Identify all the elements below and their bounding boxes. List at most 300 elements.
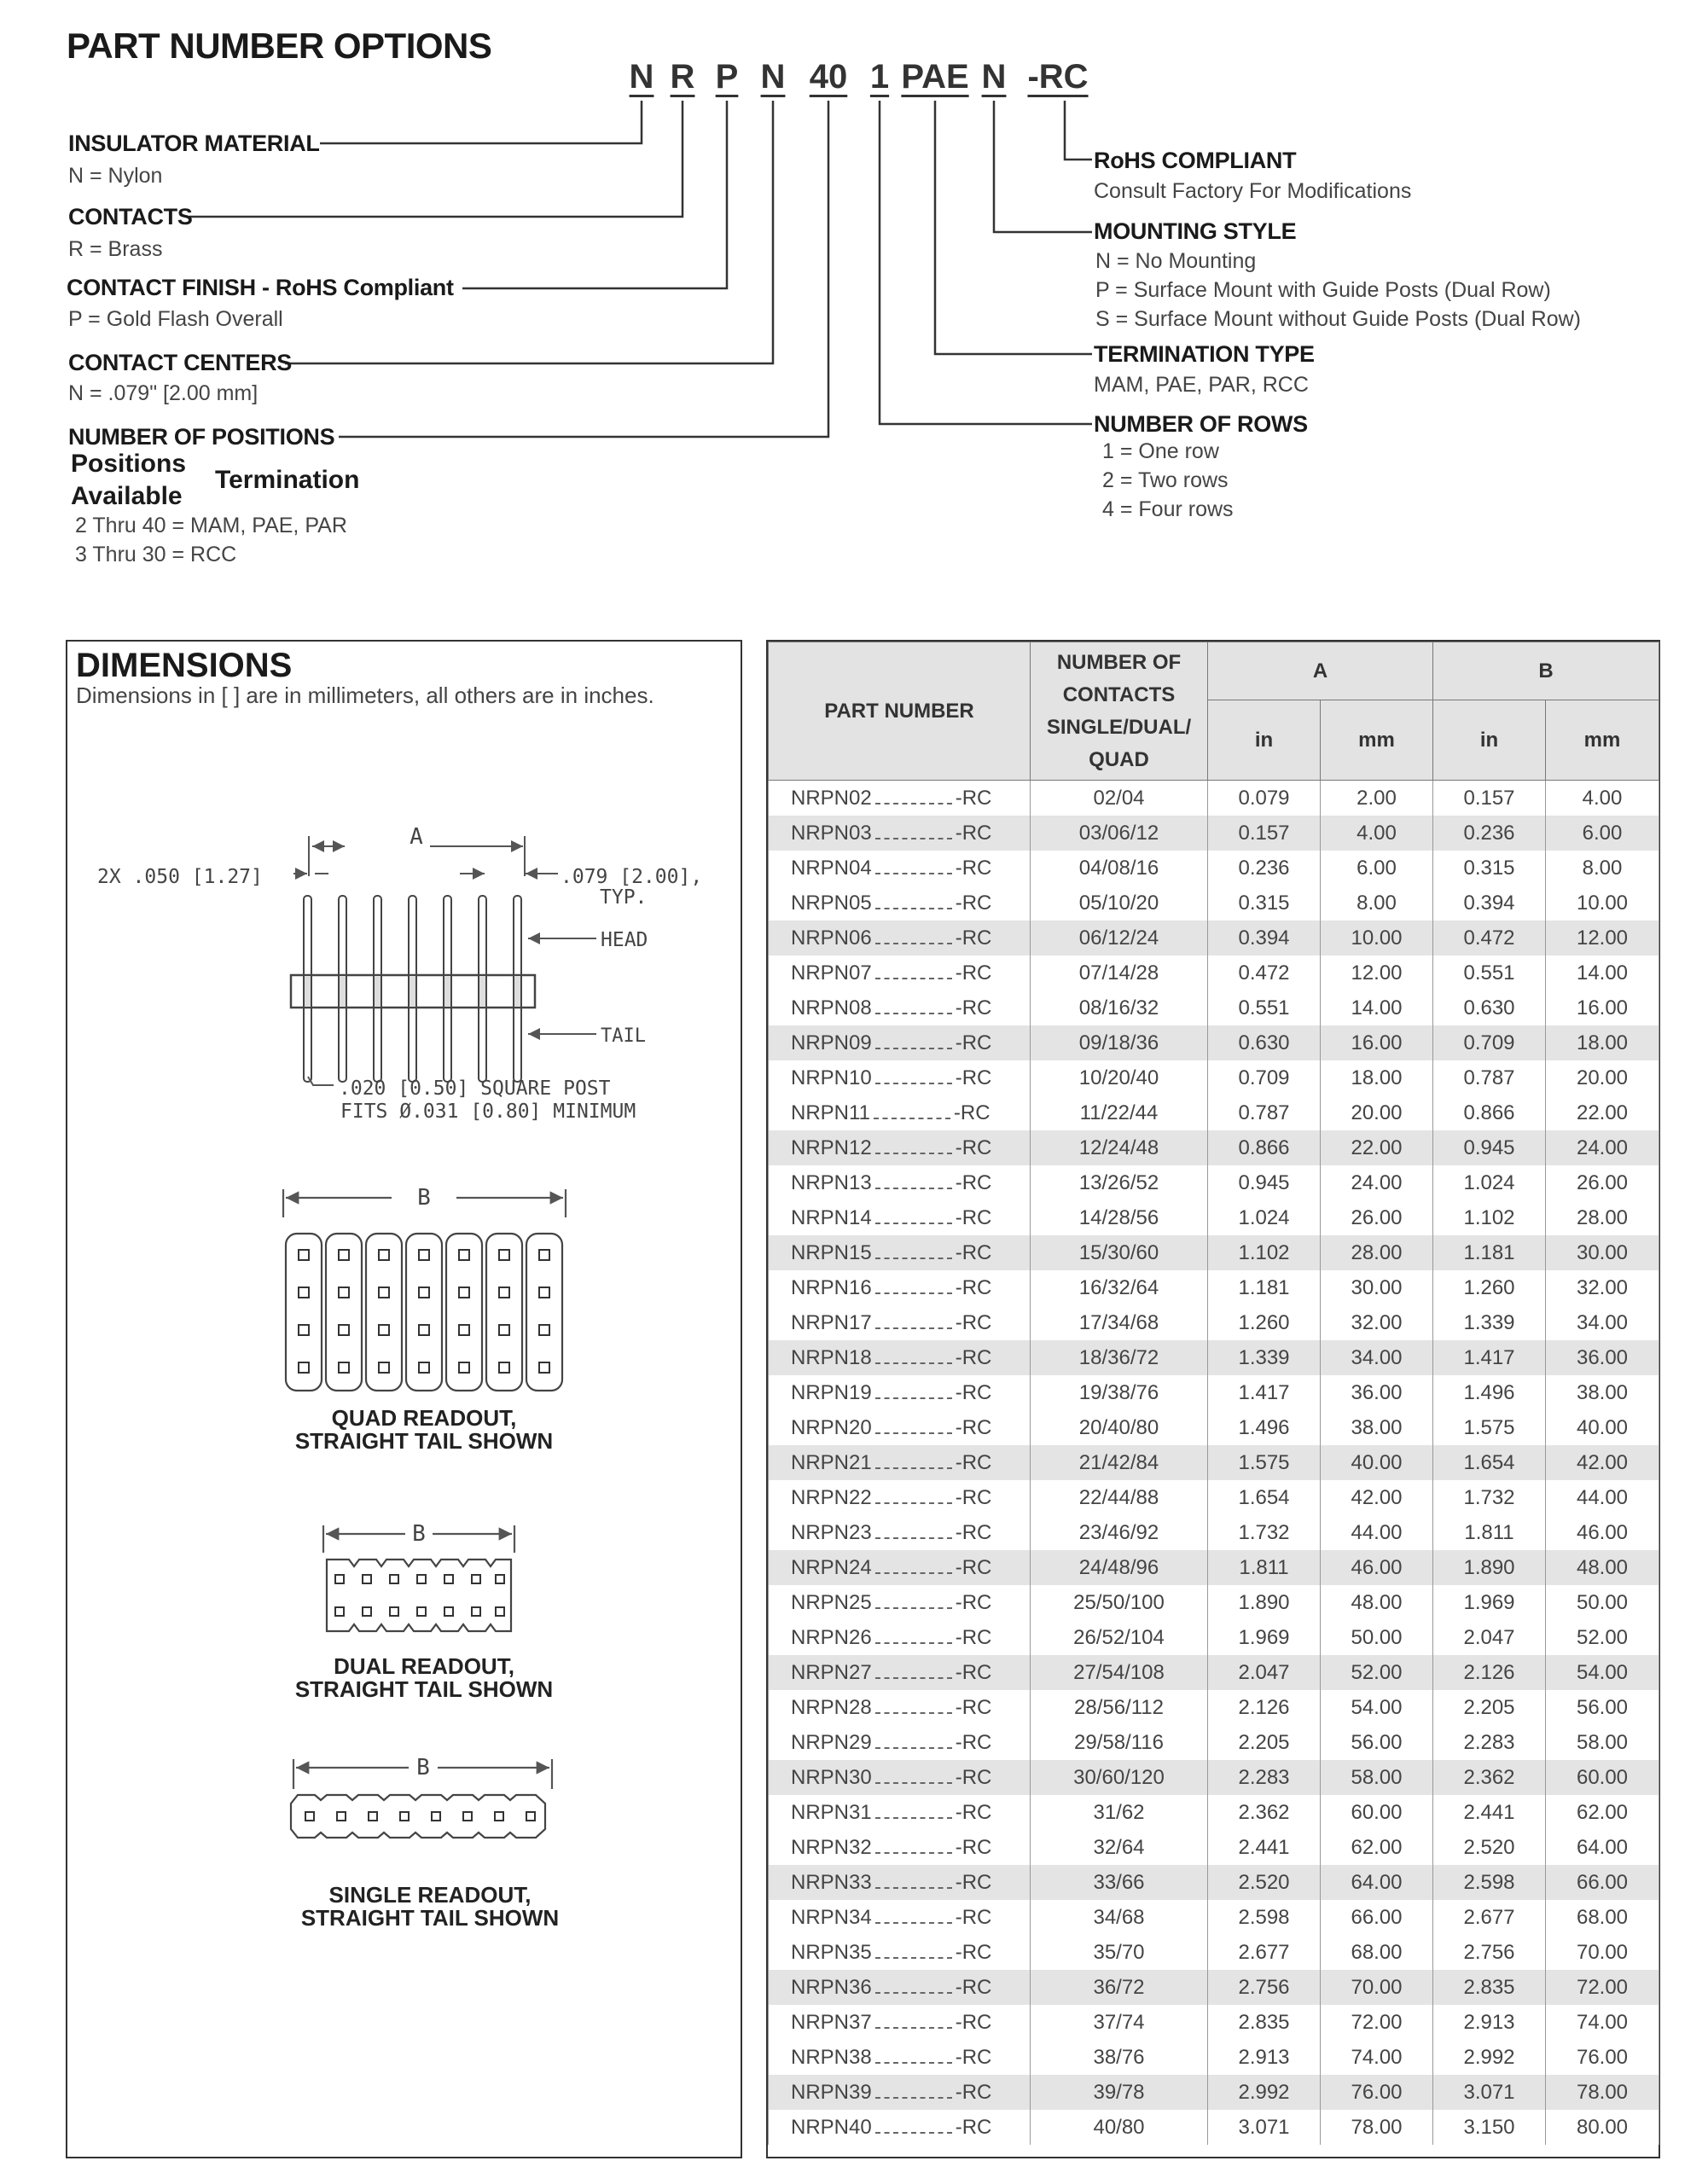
rows-heading: NUMBER OF ROWS	[1094, 411, 1308, 437]
a-in-cell: 2.441	[1208, 1830, 1321, 1865]
dimensions-panel	[66, 640, 742, 2158]
b-in-cell: 1.417	[1433, 1340, 1546, 1375]
b-mm-cell: 46.00	[1546, 1515, 1659, 1550]
part-number-cell: NRPN05 -RC	[769, 886, 1031, 921]
b-mm-cell: 70.00	[1546, 1935, 1659, 1970]
part-number-cell: NRPN40 -RC	[769, 2110, 1031, 2145]
dim-a-label: A	[410, 824, 423, 850]
rohs-value: Consult Factory For Modifications	[1094, 179, 1412, 203]
contacts-cell: 05/10/20	[1031, 886, 1208, 921]
code-rohs: -RC	[1027, 58, 1089, 96]
a-in-cell: 1.969	[1208, 1620, 1321, 1655]
contacts-cell: 38/76	[1031, 2040, 1208, 2075]
b-mm-cell: 6.00	[1546, 816, 1659, 851]
b-mm-cell: 38.00	[1546, 1375, 1659, 1410]
part-number-cell: NRPN20 -RC	[769, 1410, 1031, 1445]
part-number-cell: NRPN29 -RC	[769, 1725, 1031, 1760]
b-in-cell: 2.205	[1433, 1690, 1546, 1725]
contacts-cell: 10/20/40	[1031, 1060, 1208, 1095]
table-row	[769, 1515, 1659, 1550]
b-in-cell: 3.071	[1433, 2075, 1546, 2110]
contacts-cell: 33/66	[1031, 1865, 1208, 1900]
table-row	[769, 816, 1659, 851]
a-mm-cell: 52.00	[1321, 1655, 1433, 1690]
b-mm-cell: 54.00	[1546, 1655, 1659, 1690]
a-in-cell: 0.866	[1208, 1130, 1321, 1165]
a-mm-cell: 2.00	[1321, 781, 1433, 816]
col-b-in: in	[1433, 700, 1546, 781]
a-in-cell: 0.630	[1208, 1025, 1321, 1060]
b-mm-cell: 80.00	[1546, 2110, 1659, 2145]
a-mm-cell: 58.00	[1321, 1760, 1433, 1795]
b-in-cell: 3.150	[1433, 2110, 1546, 2145]
table-row	[769, 1270, 1659, 1305]
a-in-cell: 0.079	[1208, 781, 1321, 816]
b-mm-cell: 14.00	[1546, 956, 1659, 990]
termination-value: MAM, PAE, PAR, RCC	[1094, 373, 1309, 397]
b-in-cell: 0.866	[1433, 1095, 1546, 1130]
part-number-cell: NRPN22 -RC	[769, 1480, 1031, 1515]
table-row	[769, 1900, 1659, 1935]
contacts-cell: 25/50/100	[1031, 1585, 1208, 1620]
a-in-cell: 1.339	[1208, 1340, 1321, 1375]
quad-caption-2: STRAIGHT TAIL SHOWN	[294, 1428, 554, 1454]
page-title: PART NUMBER OPTIONS	[67, 26, 492, 66]
table-row	[769, 2110, 1659, 2145]
a-in-cell: 1.890	[1208, 1585, 1321, 1620]
b-mm-cell: 16.00	[1546, 990, 1659, 1025]
b-mm-cell: 40.00	[1546, 1410, 1659, 1445]
a-mm-cell: 38.00	[1321, 1410, 1433, 1445]
a-mm-cell: 36.00	[1321, 1375, 1433, 1410]
table-row	[769, 1165, 1659, 1200]
table-row	[769, 1550, 1659, 1585]
b-mm-cell: 50.00	[1546, 1585, 1659, 1620]
part-number-cell: NRPN14 -RC	[769, 1200, 1031, 1235]
b-mm-cell: 4.00	[1546, 781, 1659, 816]
table-row	[769, 2040, 1659, 2075]
part-number-cell: NRPN30 -RC	[769, 1760, 1031, 1795]
side-view-drawing	[291, 836, 596, 1085]
single-b-label: B	[416, 1755, 430, 1780]
code-centers: N	[760, 58, 786, 96]
code-positions: 40	[809, 58, 848, 96]
a-mm-cell: 46.00	[1321, 1550, 1433, 1585]
a-in-cell: 2.992	[1208, 2075, 1321, 2110]
b-mm-cell: 68.00	[1546, 1900, 1659, 1935]
contacts-cell: 16/32/64	[1031, 1270, 1208, 1305]
b-in-cell: 0.315	[1433, 851, 1546, 886]
table-row	[769, 2075, 1659, 2110]
contacts-cell: 40/80	[1031, 2110, 1208, 2145]
a-mm-cell: 6.00	[1321, 851, 1433, 886]
contacts-cell: 21/42/84	[1031, 1445, 1208, 1480]
contacts-cell: 28/56/112	[1031, 1690, 1208, 1725]
single-caption-1: SINGLE READOUT,	[328, 1882, 532, 1908]
dimensions-note: Dimensions in [ ] are in millimeters, all others are in inches.	[76, 682, 654, 708]
part-number-cell: NRPN15 -RC	[769, 1235, 1031, 1270]
contacts-cell: 02/04	[1031, 781, 1208, 816]
table-row	[769, 1865, 1659, 1900]
b-in-cell: 1.654	[1433, 1445, 1546, 1480]
part-number-cell: NRPN08 -RC	[769, 990, 1031, 1025]
a-in-cell: 2.756	[1208, 1970, 1321, 2005]
b-in-cell: 0.157	[1433, 781, 1546, 816]
part-number-cell: NRPN18 -RC	[769, 1340, 1031, 1375]
contacts-cell: 20/40/80	[1031, 1410, 1208, 1445]
positions-row-2: 3 Thru 30 = RCC	[75, 543, 237, 566]
a-in-cell: 2.520	[1208, 1865, 1321, 1900]
a-in-cell: 0.945	[1208, 1165, 1321, 1200]
a-mm-cell: 10.00	[1321, 921, 1433, 956]
b-mm-cell: 10.00	[1546, 886, 1659, 921]
a-in-cell: 0.315	[1208, 886, 1321, 921]
table-row	[769, 1235, 1659, 1270]
b-in-cell: 2.598	[1433, 1865, 1546, 1900]
part-number-cell: NRPN38 -RC	[769, 2040, 1031, 2075]
contacts-cell: 31/62	[1031, 1795, 1208, 1830]
table-row	[769, 1585, 1659, 1620]
centers-heading: CONTACT CENTERS	[68, 350, 292, 375]
a-in-cell: 1.102	[1208, 1235, 1321, 1270]
part-number-cell: NRPN04 -RC	[769, 851, 1031, 886]
table-row	[769, 990, 1659, 1025]
part-number-table	[768, 642, 1659, 2145]
table-row	[769, 956, 1659, 990]
part-number-cell: NRPN10 -RC	[769, 1060, 1031, 1095]
b-mm-cell: 18.00	[1546, 1025, 1659, 1060]
contacts-cell: 23/46/92	[1031, 1515, 1208, 1550]
contacts-cell: 36/72	[1031, 1970, 1208, 2005]
b-in-cell: 1.575	[1433, 1410, 1546, 1445]
part-table-panel	[766, 640, 1660, 2158]
table-row	[769, 1795, 1659, 1830]
b-in-cell: 1.102	[1433, 1200, 1546, 1235]
positions-col1b: Available	[71, 482, 183, 510]
contacts-cell: 29/58/116	[1031, 1725, 1208, 1760]
code-insulator: N	[629, 58, 654, 96]
dimension-drawings	[67, 642, 744, 2160]
a-in-cell: 2.835	[1208, 2005, 1321, 2040]
b-mm-cell: 30.00	[1546, 1235, 1659, 1270]
part-number-cell: NRPN36 -RC	[769, 1970, 1031, 2005]
insulator-heading: INSULATOR MATERIAL	[68, 131, 320, 156]
contacts-cell: 18/36/72	[1031, 1340, 1208, 1375]
contacts-cell: 35/70	[1031, 1935, 1208, 1970]
rows-value-1: 1 = One row	[1102, 439, 1219, 463]
b-mm-cell: 28.00	[1546, 1200, 1659, 1235]
a-in-cell: 2.126	[1208, 1690, 1321, 1725]
b-in-cell: 1.732	[1433, 1480, 1546, 1515]
code-contacts: R	[670, 58, 695, 96]
b-in-cell: 1.969	[1433, 1585, 1546, 1620]
contacts-cell: 03/06/12	[1031, 816, 1208, 851]
a-in-cell: 1.654	[1208, 1480, 1321, 1515]
contacts-cell: 04/08/16	[1031, 851, 1208, 886]
a-in-cell: 0.787	[1208, 1095, 1321, 1130]
b-mm-cell: 8.00	[1546, 851, 1659, 886]
a-in-cell: 3.071	[1208, 2110, 1321, 2145]
dual-caption-1: DUAL READOUT,	[334, 1653, 514, 1679]
a-mm-cell: 26.00	[1321, 1200, 1433, 1235]
positions-heading: NUMBER OF POSITIONS	[68, 424, 335, 450]
contacts-cell: 11/22/44	[1031, 1095, 1208, 1130]
a-mm-cell: 12.00	[1321, 956, 1433, 990]
part-number-cell: NRPN39 -RC	[769, 2075, 1031, 2110]
contacts-cell: 06/12/24	[1031, 921, 1208, 956]
mounting-value-2: P = Surface Mount with Guide Posts (Dual Row)	[1095, 278, 1551, 302]
table-row	[769, 1655, 1659, 1690]
b-mm-cell: 60.00	[1546, 1760, 1659, 1795]
typ-label-2: TYP.	[600, 886, 648, 909]
contacts-cell: 19/38/76	[1031, 1375, 1208, 1410]
a-in-cell: 1.496	[1208, 1410, 1321, 1445]
table-row	[769, 1305, 1659, 1340]
part-number-cell: NRPN24 -RC	[769, 1550, 1031, 1585]
b-in-cell: 1.181	[1433, 1235, 1546, 1270]
a-in-cell: 2.913	[1208, 2040, 1321, 2075]
b-in-cell: 2.913	[1433, 2005, 1546, 2040]
contacts-cell: 17/34/68	[1031, 1305, 1208, 1340]
col-group-a: A	[1208, 642, 1433, 700]
b-mm-cell: 72.00	[1546, 1970, 1659, 2005]
b-in-cell: 2.756	[1433, 1935, 1546, 1970]
b-mm-cell: 64.00	[1546, 1830, 1659, 1865]
a-in-cell: 1.417	[1208, 1375, 1321, 1410]
rohs-heading: RoHS COMPLIANT	[1094, 148, 1297, 173]
a-mm-cell: 30.00	[1321, 1270, 1433, 1305]
dimensions-title: DIMENSIONS	[76, 647, 293, 684]
b-mm-cell: 78.00	[1546, 2075, 1659, 2110]
contacts-cell: 13/26/52	[1031, 1165, 1208, 1200]
a-mm-cell: 72.00	[1321, 2005, 1433, 2040]
a-mm-cell: 70.00	[1321, 1970, 1433, 2005]
rows-value-2: 2 = Two rows	[1102, 468, 1229, 492]
a-in-cell: 1.024	[1208, 1200, 1321, 1235]
b-in-cell: 0.551	[1433, 956, 1546, 990]
table-row	[769, 1480, 1659, 1515]
part-number-cell: NRPN07 -RC	[769, 956, 1031, 990]
typ-label-1: .079 [2.00],	[561, 866, 703, 888]
a-mm-cell: 78.00	[1321, 2110, 1433, 2145]
part-number-cell: NRPN27 -RC	[769, 1655, 1031, 1690]
b-mm-cell: 52.00	[1546, 1620, 1659, 1655]
a-mm-cell: 20.00	[1321, 1095, 1433, 1130]
a-mm-cell: 50.00	[1321, 1620, 1433, 1655]
part-number-cell: NRPN21 -RC	[769, 1445, 1031, 1480]
quad-readout-drawing	[283, 1189, 566, 1391]
part-number-cell: NRPN28 -RC	[769, 1690, 1031, 1725]
a-mm-cell: 66.00	[1321, 1900, 1433, 1935]
a-in-cell: 2.677	[1208, 1935, 1321, 1970]
col-group-b: B	[1433, 642, 1659, 700]
a-mm-cell: 28.00	[1321, 1235, 1433, 1270]
part-number-cell: NRPN16 -RC	[769, 1270, 1031, 1305]
table-row	[769, 2005, 1659, 2040]
rows-value-3: 4 = Four rows	[1102, 497, 1234, 521]
part-number-cell: NRPN33 -RC	[769, 1865, 1031, 1900]
a-in-cell: 0.472	[1208, 956, 1321, 990]
a-mm-cell: 8.00	[1321, 886, 1433, 921]
part-number-cell: NRPN06 -RC	[769, 921, 1031, 956]
table-row	[769, 1760, 1659, 1795]
table-row	[769, 1095, 1659, 1130]
a-in-cell: 1.575	[1208, 1445, 1321, 1480]
table-row	[769, 1970, 1659, 2005]
table-row	[769, 851, 1659, 886]
b-in-cell: 0.709	[1433, 1025, 1546, 1060]
b-mm-cell: 74.00	[1546, 2005, 1659, 2040]
b-in-cell: 1.024	[1433, 1165, 1546, 1200]
a-mm-cell: 14.00	[1321, 990, 1433, 1025]
contacts-cell: 30/60/120	[1031, 1760, 1208, 1795]
b-mm-cell: 26.00	[1546, 1165, 1659, 1200]
a-mm-cell: 22.00	[1321, 1130, 1433, 1165]
a-mm-cell: 68.00	[1321, 1935, 1433, 1970]
table-row	[769, 1060, 1659, 1095]
table-row	[769, 1725, 1659, 1760]
b-in-cell: 0.472	[1433, 921, 1546, 956]
b-in-cell: 1.811	[1433, 1515, 1546, 1550]
a-in-cell: 2.362	[1208, 1795, 1321, 1830]
a-mm-cell: 42.00	[1321, 1480, 1433, 1515]
positions-col1: Positions	[71, 450, 187, 478]
positions-row-1: 2 Thru 40 = MAM, PAE, PAR	[75, 514, 347, 537]
contacts-cell: 39/78	[1031, 2075, 1208, 2110]
a-in-cell: 0.394	[1208, 921, 1321, 956]
table-row	[769, 781, 1659, 816]
a-mm-cell: 48.00	[1321, 1585, 1433, 1620]
contacts-cell: 24/48/96	[1031, 1550, 1208, 1585]
b-in-cell: 1.260	[1433, 1270, 1546, 1305]
b-mm-cell: 22.00	[1546, 1095, 1659, 1130]
contacts-cell: 07/14/28	[1031, 956, 1208, 990]
b-mm-cell: 56.00	[1546, 1690, 1659, 1725]
b-in-cell: 0.945	[1433, 1130, 1546, 1165]
pitch-label: 2X .050 [1.27]	[97, 866, 263, 888]
mounting-value-1: N = No Mounting	[1095, 249, 1257, 273]
a-in-cell: 0.157	[1208, 816, 1321, 851]
part-number-cell: NRPN09 -RC	[769, 1025, 1031, 1060]
part-number-cell: NRPN17 -RC	[769, 1305, 1031, 1340]
b-in-cell: 1.496	[1433, 1375, 1546, 1410]
col-a-mm: mm	[1321, 700, 1433, 781]
b-in-cell: 2.677	[1433, 1900, 1546, 1935]
a-mm-cell: 24.00	[1321, 1165, 1433, 1200]
contacts-cell: 12/24/48	[1031, 1130, 1208, 1165]
b-in-cell: 0.236	[1433, 816, 1546, 851]
col-a-in: in	[1208, 700, 1321, 781]
b-in-cell: 1.890	[1433, 1550, 1546, 1585]
centers-value: N = .079" [2.00 mm]	[68, 381, 259, 405]
a-mm-cell: 62.00	[1321, 1830, 1433, 1865]
a-mm-cell: 32.00	[1321, 1305, 1433, 1340]
part-number-cell: NRPN12 -RC	[769, 1130, 1031, 1165]
mounting-heading: MOUNTING STYLE	[1094, 218, 1297, 244]
b-in-cell: 0.394	[1433, 886, 1546, 921]
b-mm-cell: 24.00	[1546, 1130, 1659, 1165]
b-in-cell: 2.126	[1433, 1655, 1546, 1690]
contacts-cell: 22/44/88	[1031, 1480, 1208, 1515]
code-finish: P	[715, 58, 739, 96]
table-row	[769, 1445, 1659, 1480]
b-in-cell: 0.630	[1433, 990, 1546, 1025]
a-in-cell: 1.260	[1208, 1305, 1321, 1340]
b-in-cell: 1.339	[1433, 1305, 1546, 1340]
b-in-cell: 2.441	[1433, 1795, 1546, 1830]
a-mm-cell: 18.00	[1321, 1060, 1433, 1095]
table-row	[769, 1130, 1659, 1165]
a-in-cell: 1.181	[1208, 1270, 1321, 1305]
table-row	[769, 1620, 1659, 1655]
finish-heading: CONTACT FINISH - RoHS Compliant	[67, 275, 454, 300]
b-mm-cell: 58.00	[1546, 1725, 1659, 1760]
part-number-cell: NRPN23 -RC	[769, 1515, 1031, 1550]
a-mm-cell: 76.00	[1321, 2075, 1433, 2110]
part-table-body	[769, 781, 1659, 2146]
contacts-cell: 14/28/56	[1031, 1200, 1208, 1235]
quad-caption-1: QUAD READOUT,	[331, 1405, 517, 1431]
table-row	[769, 1830, 1659, 1865]
a-mm-cell: 4.00	[1321, 816, 1433, 851]
insulator-value: N = Nylon	[68, 164, 163, 188]
table-row	[769, 1025, 1659, 1060]
b-mm-cell: 48.00	[1546, 1550, 1659, 1585]
contacts-value: R = Brass	[68, 237, 163, 261]
a-in-cell: 0.709	[1208, 1060, 1321, 1095]
a-in-cell: 2.283	[1208, 1760, 1321, 1795]
a-mm-cell: 40.00	[1321, 1445, 1433, 1480]
part-number-cell: NRPN26 -RC	[769, 1620, 1031, 1655]
dual-b-label: B	[412, 1521, 426, 1547]
part-number-cell: NRPN37 -RC	[769, 2005, 1031, 2040]
contacts-cell: 09/18/36	[1031, 1025, 1208, 1060]
a-mm-cell: 44.00	[1321, 1515, 1433, 1550]
contacts-heading: CONTACTS	[68, 204, 193, 229]
contacts-cell: 27/54/108	[1031, 1655, 1208, 1690]
col-contacts: NUMBER OF CONTACTS SINGLE/DUAL/ QUAD	[1031, 642, 1208, 781]
b-mm-cell: 44.00	[1546, 1480, 1659, 1515]
part-number-cell: NRPN19 -RC	[769, 1375, 1031, 1410]
a-mm-cell: 34.00	[1321, 1340, 1433, 1375]
termination-heading: TERMINATION TYPE	[1094, 341, 1315, 367]
a-in-cell: 2.598	[1208, 1900, 1321, 1935]
table-row	[769, 1340, 1659, 1375]
b-in-cell: 2.362	[1433, 1760, 1546, 1795]
table-row	[769, 1375, 1659, 1410]
quad-b-label: B	[417, 1185, 431, 1211]
part-number-cell: NRPN32 -RC	[769, 1830, 1031, 1865]
a-mm-cell: 60.00	[1321, 1795, 1433, 1830]
a-in-cell: 0.551	[1208, 990, 1321, 1025]
contacts-cell: 15/30/60	[1031, 1235, 1208, 1270]
a-mm-cell: 16.00	[1321, 1025, 1433, 1060]
code-mounting: N	[981, 58, 1007, 96]
a-in-cell: 2.047	[1208, 1655, 1321, 1690]
b-mm-cell: 76.00	[1546, 2040, 1659, 2075]
table-row	[769, 921, 1659, 956]
b-mm-cell: 62.00	[1546, 1795, 1659, 1830]
part-number-cell: NRPN25 -RC	[769, 1585, 1031, 1620]
contacts-cell: 08/16/32	[1031, 990, 1208, 1025]
a-mm-cell: 54.00	[1321, 1690, 1433, 1725]
tail-label: TAIL	[601, 1025, 646, 1047]
b-in-cell: 0.787	[1433, 1060, 1546, 1095]
b-in-cell: 2.283	[1433, 1725, 1546, 1760]
table-row	[769, 1410, 1659, 1445]
b-mm-cell: 34.00	[1546, 1305, 1659, 1340]
part-number-cell: NRPN35 -RC	[769, 1935, 1031, 1970]
